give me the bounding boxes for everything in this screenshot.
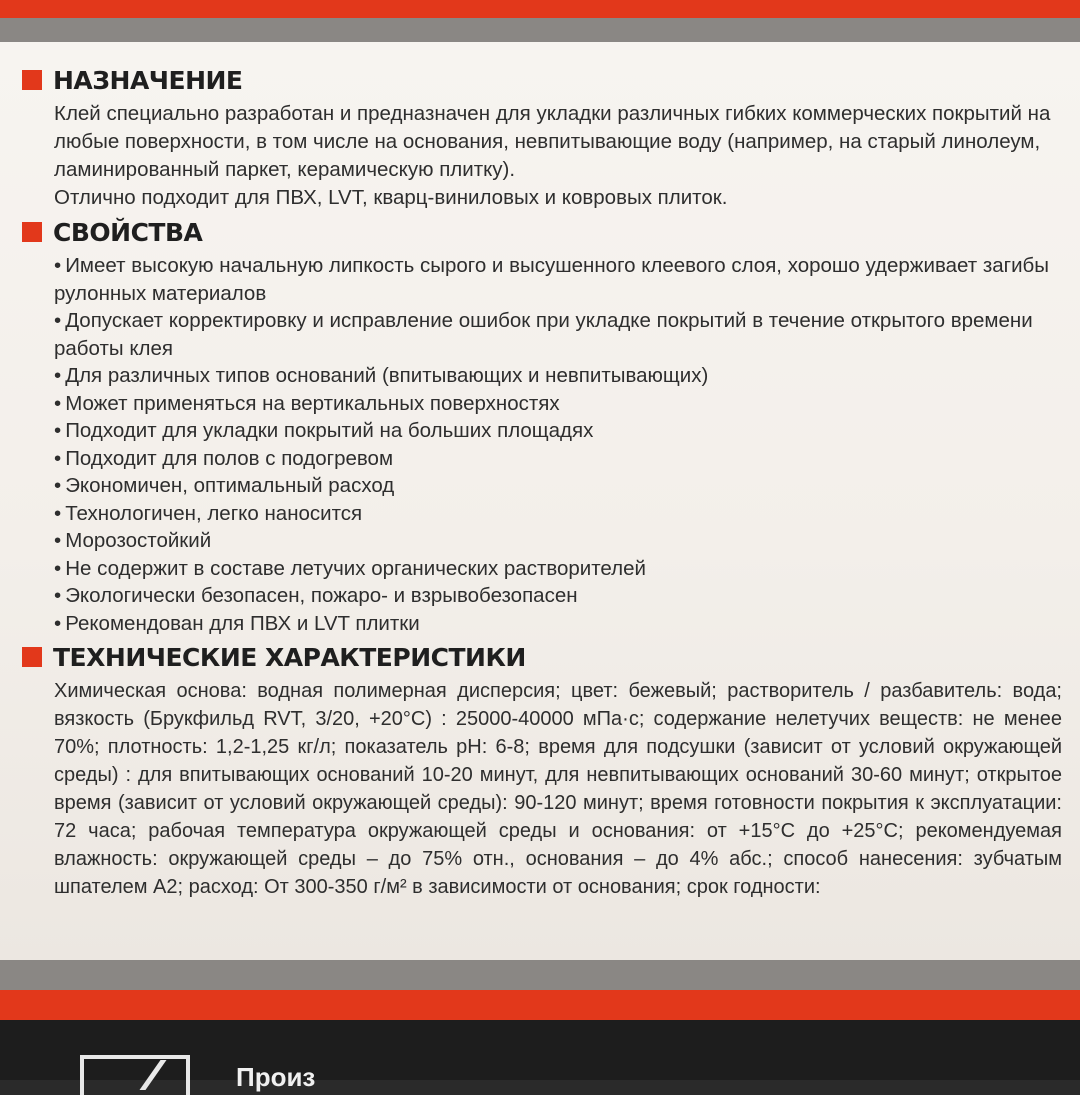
list-item: • Технологичен, легко наносится <box>54 500 1062 528</box>
section-title: СВОЙСТВА <box>53 217 203 247</box>
list-item: • Может применяться на вертикальных поверхностях <box>54 390 1062 418</box>
list-item: • Для различных типов оснований (впитывающих и невпитывающих) <box>54 362 1062 390</box>
footer-text: Произ <box>236 1062 316 1092</box>
bottom-red-band <box>0 990 1080 1020</box>
section-title: НАЗНАЧЕНИЕ <box>53 65 243 95</box>
list-item: • Экологически безопасен, пожаро- и взрывобезопасен <box>54 582 1062 610</box>
list-item: • Экономичен, оптимальный расход <box>54 472 1062 500</box>
list-item: • Не содержит в составе летучих органических растворителей <box>54 555 1062 583</box>
paragraph: Отлично подходит для ПВХ, LVT, кварц-виниловых и ковровых плиток. <box>54 186 728 209</box>
list-item: • Подходит для полов с подогревом <box>54 445 1062 473</box>
square-bullet-icon <box>22 647 42 667</box>
top-gray-band <box>0 18 1080 42</box>
label-content <box>22 60 1062 901</box>
bottom-gray-band <box>0 960 1080 990</box>
square-bullet-icon <box>22 222 42 242</box>
list-item: • Морозостойкий <box>54 527 1062 555</box>
purpose-heading <box>22 60 1062 100</box>
purpose-text <box>22 100 1062 212</box>
tech-heading <box>22 637 1062 677</box>
list-item: • Рекомендован для ПВХ и LVT плитки <box>54 610 1062 638</box>
properties-heading <box>22 212 1062 252</box>
paragraph: Клей специально разработан и предназначен для укладки различных гибких коммерческих покрытий на любые поверхности, в том числе на основания, невпитывающие воду (например, на старый линолеум, ламинированный паркет, керамическую плитку). <box>54 102 1051 181</box>
top-red-band <box>0 0 1080 18</box>
section-title: ТЕХНИЧЕСКИЕ ХАРАКТЕРИСТИКИ <box>53 642 526 672</box>
brand-logo-icon <box>80 1055 190 1095</box>
properties-list <box>22 252 1062 637</box>
list-item: • Подходит для укладки покрытий на больших площадях <box>54 417 1062 445</box>
list-item: • Допускает корректировку и исправление ошибок при укладке покрытий в течение открытого времени работы клея <box>54 307 1062 362</box>
square-bullet-icon <box>22 70 42 90</box>
tech-specs-text: Химическая основа: водная полимерная дисперсия; цвет: бежевый; растворитель / разбавитель: вода; вязкость (Брукфильд RVT, 3/20, +20°C) : 25000-40000 мПа·с; содержание нелетучих веществ: не менее 70%; плотность: 1,2-1,25 кг/л; показатель pH: 6-8; время для подсушки (зависит от условий окружающей среды) : для впитывающих оснований 10-20 минут, для невпитывающих оснований 30-60 минут; открытое время (зависит от условий окружающей среды): 90-120 минут; время готовности покрытия к эксплуатации: 72 часа; рабочая температура окружающей среды и основания: от +15°C до +25°C; рекомендуемая влажность: окружающей среды – до 75% отн., основания – до 4% абс.; способ нанесения: зубчатым шпателем А2; расход: От 300-350 г/м² в зависимости от основания; срок годности: <box>54 680 1062 898</box>
list-item: • Имеет высокую начальную липкость сырого и высушенного клеевого слоя, хорошо удерживает загибы рулонных материалов <box>54 252 1062 307</box>
